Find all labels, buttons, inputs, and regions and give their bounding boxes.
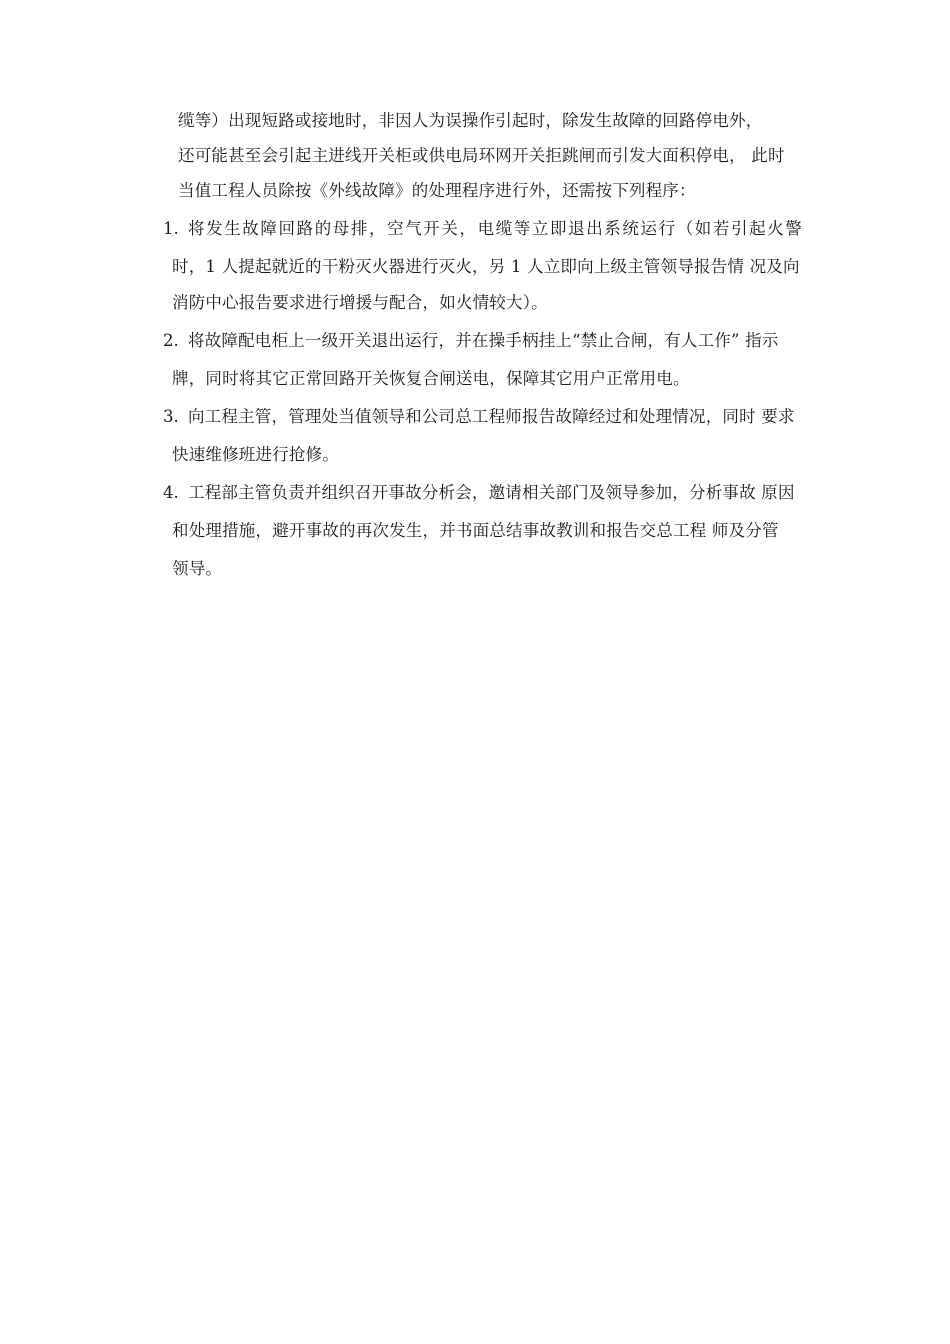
intro-line-1: 缆等）出现短路或接地时，非因人为误操作引起时，除发生故障的回路停电外，: [178, 111, 763, 130]
step-3-line-2: 快速维修班进行抢修。: [172, 445, 339, 464]
step-1-number: 1.: [163, 219, 179, 238]
step-2-line-2: 牌，同时将其它正常回路开关恢复合闸送电，保障其它用户正常用电。: [172, 369, 690, 388]
step-3-number: 3.: [163, 407, 179, 426]
step-3-line-1: 向工程主管，管理处当值领导和公司总工程师报告故障经过和处理情况，同时 要求: [188, 407, 795, 426]
step-4-line-3: 领导。: [172, 559, 223, 578]
step-4-line-2: 和处理措施，避开事故的再次发生，并书面总结事故教训和报告交总工程 师及分管: [172, 521, 779, 540]
step-4-number: 4.: [163, 483, 179, 502]
step-1-line-1: 将发生故障回路的母排，空气开关，电缆等立即退出系统运行（如若引起火警: [188, 219, 804, 238]
step-2-line-1: 将故障配电柜上一级开关退出运行，并在操手柄挂上“禁止合闸，有人工作” 指示: [188, 331, 779, 350]
intro-line-2: 还可能甚至会引起主进线开关柜或供电局环网开关拒跳闸而引发大面积停电， 此时: [178, 146, 785, 165]
step-4-line-1: 工程部主管负责并组织召开事故分析会，邀请相关部门及领导参加，分析事故 原因: [188, 483, 795, 502]
step-2-number: 2.: [163, 331, 179, 350]
intro-line-3: 当值工程人员除按《外线故障》的处理程序进行外，还需按下列程序：: [178, 181, 696, 200]
step-1-line-3: 消防中心报告要求进行增援与配合，如火情较大）。: [172, 293, 548, 312]
step-1-line-2: 时，1 人提起就近的干粉灭火器进行灭火，另 1 人立即向上级主管领导报告情 况及向: [172, 257, 800, 276]
